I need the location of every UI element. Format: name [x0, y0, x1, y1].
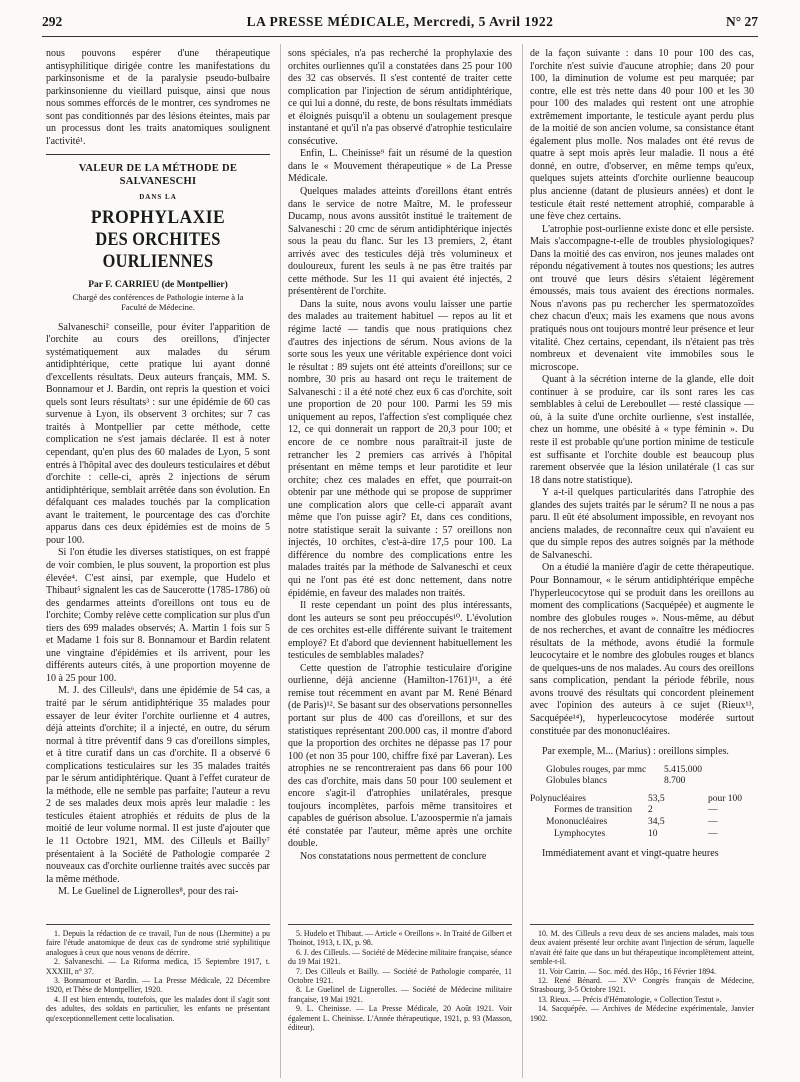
footnote: 1. Depuis la rédaction de ce travail, l'un de nous (Lhermitte) a pu faire l'étude anatomique de deux cas de syndrome strié syphilitique analogues à ceux que nous venons de décrire.: [46, 929, 270, 957]
formula-unit: —: [708, 817, 718, 827]
formula-row: [530, 817, 754, 829]
page-number: 292: [42, 14, 63, 29]
paragraph: Salvaneschi² conseille, pour éviter l'apparition de l'orchite au cours des oreillons, d'injecter systématiquement aux malades du sérum antidiphtérique, cette pratique lui ayant donné d'excellents résultats. Deux auteurs français, MM. S. Bonnamour et J. Bardin, ont repris la question et voici quels sont leurs résultats³ : sur une épidémie de 60 cas survenue à Lyon, ils observent 3 orchites; sur 7 cas traités à Montpellier par cette méthode, cette complication ne s'est jamais déclarée. Il est à noter cependant, qu'en plus des 60 malades de Lyon, 5 sont entrés à l'hôpital avec des douleurs testiculaires et début d'orchite : celle-ci, après 2 injections de sérum antidiphtérique, semblait arrêtée dans son évolution. En défalquant ces malades touchés par la complication avant le traitement, le pourcentage des cas d'orchite apparus dans ces deux épidémies est de moins de 5 pour 100.: [46, 321, 270, 546]
formula-row: [530, 794, 754, 806]
formula-label: Polynucléaires: [530, 793, 586, 804]
column-3: [530, 48, 754, 916]
footnote: 9. L. Cheinisse. — La Presse Médicale, 20 Août 1921. Voir également L. Cheinisse. L'Année thérapeutique, 1921, p. 93 (Masson, éditeur).: [288, 1004, 512, 1033]
paragraph: Quant à la sécrétion interne de la glande, elle doit continuer à se produire, car ils sont rares les cas semblables à celui de Lereboullet — resté classique — où, à la suite d'une orchite ourlienne, s'est installée, chez un homme, une obésité à « type féminin ». Du reste il est probable qu'une portion minime de testicule est suffisante et l'orchite double est beaucoup plus rarement observée que la lésion unilatérale (1 cas sur 18 dans notre statistique).: [530, 374, 754, 486]
column-separator: [280, 44, 281, 1078]
article-title: VALEUR DE LA MÉTHODE DE SALVANESCHI: [78, 163, 238, 187]
section-divider: [46, 154, 270, 155]
footnote: 14. Sacquépée. — Archives de Médecine expérimentale, Janvier 1902.: [530, 1004, 754, 1023]
footnote: 3. Bonnamour et Bardin. — La Presse Médicale, 22 Décembre 1920, et Thèse de Montpellier, 1920.: [46, 976, 270, 995]
footnote: 8. Le Guelinel de Lignerolles. — Société de Médecine militaire française, 19 Mai 1921.: [288, 985, 512, 1004]
footnote: 13. Rieux. — Précis d'Hématologie, « Collection Testut ».: [538, 994, 722, 1004]
footnotes-column-2: [288, 924, 512, 1081]
column-2: [288, 48, 512, 916]
page-header: [42, 12, 758, 37]
footnote: 6. J. des Cilleuls. — Société de Médecine militaire française, séance du 19 Mai 1921.: [288, 947, 512, 967]
formula-label: Formes de transition: [554, 805, 633, 816]
footnote: 10. M. des Cilleuls a revu deux de ses anciens malades, mais tous deux avaient présenté leur orchite avant l'injection de sérum, laquelle n'avait été faite que dans un but thérapeutique incomplètement atteint, semble-t-il.: [530, 929, 754, 967]
formula-value: 34,5: [648, 817, 665, 827]
paragraph: Y a-t-il quelques particularités dans l'atrophie des glandes des sujets traités par le sérum? Il ne nous a pas paru. Il eût été absolument impossible, en revoyant nos anciens malades, de reconnaître ceux qui n'avaient eu que du simple repos des autres soignés par la méthode de Salvaneschi.: [530, 487, 754, 561]
blood-count-value: 8.700: [664, 776, 686, 787]
formula-unit: —: [708, 805, 718, 816]
paragraph: M. Le Guelinel de Lignerolles⁸, pour des rai-: [58, 886, 239, 898]
paragraph: Cette question de l'atrophie testiculaire d'origine ourlienne, déjà ancienne (Hamilton-1761)¹¹, a été remise tout récemment en avant par M. René Bénard (de Paris)¹². Se basant sur des observations personnelles portant sur plus de 400 cas d'oreillons, et sur des statistiques représentant 200.000 cas, il montre d'abord que la proportion des orchites ne dépasse pas 17 pour 100 (et non 35 pour 100, chiffre fixé par Laveran). Les atrophies ne se rencontreraient pas dans 66 pour 100 des cas d'orchite, mais dans 50 pour 100 seulement et encore s'agit-il d'atrophies unilatérales, presque toujours incomplètes, parfois même transitoires et capables de guérison absolue. L'azoospermie n'a jamais été constatée par l'auteur, même après une orchite double.: [288, 662, 512, 850]
paragraph: Enfin, L. Cheinisse⁹ fait un résumé de la question dans le « Mouvement thérapeutique » de La Presse Médicale.: [288, 148, 512, 185]
article-author: Par F. CARRIEU (de Montpellier): [88, 280, 228, 291]
paragraph: Nos constatations nous permettent de conclure: [300, 851, 487, 862]
footnote: 5. Hudelo et Thibaut. — Article « Oreillons ». In Traité de Gilbert et Thoinot, 1913, t. IX, p. 98.: [288, 929, 512, 948]
paragraph: Immédiatement avant et vingt-quatre heures: [542, 848, 719, 860]
formula-unit: pour 100: [708, 793, 743, 804]
paragraph: Quelques malades atteints d'oreillons étant entrés dans le service de notre Maître, M. le professeur Ducamp, nous avons aussitôt institué le traitement de Salvaneschi : 20 cmc de sérum antidiphtérique injectés sous la peau du flanc. Sur les 13 premiers, 2, étant arrivés avec des testicules déjà très volumineux et douloureux, furent les seuls à ne pas être traités par cette méthode. Sur les 11 qui avaient été injectés, 2 présentèrent de l'orchite.: [288, 186, 512, 298]
formula-value: 53,5: [648, 793, 665, 804]
formula-value: 10: [648, 828, 658, 839]
footnotes-column-3: [530, 924, 754, 1081]
paragraph: Il reste cependant un point des plus intéressants, dont les auteurs se sont peu préoccupés¹⁰. L'évolution de ces orchites est-elle différente suivant le traitement employé? Et d'abord que deviennent habituellement les testicules de semblables malades?: [288, 600, 512, 662]
author-affiliation: Chargé des conférences de Pathologie interne à la Faculté de Médecine.: [72, 291, 244, 312]
formula-label: Mononucléaires: [546, 817, 608, 827]
footnotes-column-1: [46, 924, 270, 1081]
paragraph: Si l'on étudie les diverses statistiques, on est frappé de voir combien, le plus souvent, la proportion est plus élevée⁴. C'est ainsi, par exemple, que Hudelo et Thibaut⁵ signalent les cas de Saucerotte (1785-1786) où des gendarmes atteints d'oreillons ont tous eu de l'orchite; Comby relève cette complication sur plus d'un tiers des 699 malades observés; A. Martin 1 fois sur 5 et Madame 1 fois sur 8. Bonnamour et Bardin relatent une vingtaine d'épidémies et ils arrivent, pour les différents auteurs cités, à une proportion moyenne de 10 à 25 pour 100.: [46, 547, 270, 684]
blood-count-table: [530, 765, 754, 841]
formula-unit: —: [708, 828, 718, 839]
column-separator: [522, 44, 523, 1078]
blood-count-row: [530, 776, 754, 788]
case-example: Par exemple, M... (Marius) : oreillons simples.: [542, 746, 729, 758]
footnote: 2. Salvaneschi. — La Riforma medica, 15 Septembre 1917, t. XXXIII, n° 37.: [46, 957, 270, 976]
article-title-connector: DANS LA: [139, 193, 177, 202]
issue-number: N° 27: [725, 14, 758, 29]
formula-row: [530, 829, 754, 841]
paragraph: nous pouvons espérer d'une thérapeutique antisyphilitique dirigée contre les manifestations du parkinsonisme et de la paralysie pseudo-bulbaire parkinsonienne du vieillard puisque, ainsi que nous nous sommes efforcés de le montrer, ces syndromes ne sont pas conditionnés par des lésions éteintes, mais par un processus dont les traits anatomiques soulignent l'activité¹.: [46, 48, 270, 147]
footnote: 11. Voir Catrin. — Soc. méd. des Hôp., 16 Février 1894.: [538, 966, 717, 976]
footnote: 4. Il est bien entendu, toutefois, que les malades dont il s'agit sont des adultes, des soldats en particulier, les enfants ne présentant qu'exceptionnellement cette localisation.: [46, 994, 270, 1023]
article-headline: DES ORCHITES OURLIENNES: [95, 229, 221, 273]
journal-title: LA PRESSE MÉDICALE, Mercredi, 5 Avril 1922: [246, 14, 554, 29]
paragraph: L'atrophie post-ourlienne existe donc et elle persiste. Mais s'accompagne-t-elle de troubles physiologiques? Dans la moitié des cas environ, nos jeunes malades ont répondu négativement à toutes nos questions; les autres ont trouvé que leurs désirs s'étaient légèrement émoussés, mais tous avaient des érections normales. Nous n'avons pas pu rechercher les spermatozoïdes chez chacun d'eux; mais les examens que nous avons pratiqués nous ont toujours montré leur présence et leur vitalité. Chez certains, cependant, ils n'étaient pas très nombreux et devenaient vite immobiles sous le microscope.: [530, 223, 754, 373]
paragraph: sons spéciales, n'a pas recherché la prophylaxie des orchites ourliennes qu'il a constatées dans 25 pour 100 des 32 cas observés. Il s'est contenté de traiter cette complication par l'injection de sérum antidiphtérique, ce qui lui a donné, du reste, de bons résultats immédiats et éloignés puisqu'il a obtenu un soulagement presque instantané et qu'il n'a pas observé d'atrophie testiculaire consécutive.: [288, 48, 512, 147]
column-1: [46, 48, 270, 916]
formula-row: [530, 805, 754, 817]
article-headline: PROPHYLAXIE: [90, 207, 226, 229]
paragraph: Dans la suite, nous avons voulu laisser une partie des malades au traitement habituel — repos au lit et régime lacté — tandis que nous pratiquions chez d'autres des injections de sérum. Nous avions de la sorte sous les yeux une véritable expérience dont voici le résultat : 89 sujets ont été atteints d'oreillons; sur ce nombre, 30 pris au hasard ont reçu le traitement de Salvaneschi : il a été noté chez eux 6 cas d'orchite, soit une proportion de 20 pour 100. Parmi les 59 mis uniquement au repos, l'affection s'est compliquée chez 12, ce qui donnerait un rapport de 20,3 pour 100; et encore de ce nombre nous paraîtrait-il juste de retrancher les 2 premiers cas arrivés à l'hôpital présentant en même temps et leur parotidite et leur orchite; chez ces malades en effet, que pourrait-on obtenir par une méthode qui se propose de supprimer une complication alors que celle-ci apparaît avant même que l'on puisse agir? Et, dans ces conditions, notre statistique serait la suivante : 57 oreillons non injectés, 10 orchites, c'est-à-dire 17,5 pour 100. La différence du nombre des complications entre les malades traités par la méthode de Salvaneschi et ceux qui ne l'ont pas été est donc nettement, dans notre épidémie, en faveur des malades non traités.: [288, 298, 512, 599]
formula-value: 2: [648, 805, 653, 816]
paragraph: On a étudié la manière d'agir de cette thérapeutique. Pour Bonnamour, « le sérum antidiphtérique empêche l'hyperleucocytose qui se produit dans les oreillons au moment des complications (Sacquépée) et augmente le nombre des globules rouges ». Nous-même, au début de nos recherches, et avant de connaître les médiocres résultats de la méthode, avons étudié la formule leucocytaire et le nombre des globules rouges et blancs de quelques-uns de nos malades. Au cours des oreillons sans complication, pendant la période fébrile, nous avons trouvé des résultats qui concordent pleinement avec l'opinion des auteurs à ce sujet (Rieux¹³, Sacquépée¹⁴), hyperleucocytose modérée surtout constituée par des mononucléaires.: [530, 562, 754, 737]
blood-count-label: Globules blancs: [546, 776, 607, 787]
blood-count-row: [530, 765, 754, 777]
paragraph: de la façon suivante : dans 10 pour 100 des cas, l'orchite n'est suivie d'aucune atrophie; dans 20 pour 100, la diminution de volume est peu marquée; par contre, elle est très nette dans 40 pour 100 et les 30 pour 100 des malades qui restent ont une atrophie extrêmement importante, le testicule ayant perdu plus de la moitié de son ancien volume, sa consistance étant également plus molle. Nos malades ont été revus de quatre à sept mois après leur maladie. Il nous a été donné, en outre, d'observer, en même temps qu'eux, quelques sujets atteints d'orchite ourlienne beaucoup plus ancienne (datant de plusieurs années) et dont le testicule était resté nettement atrophié, comparable à une fève chez certains.: [530, 48, 754, 223]
blood-count-value: 5.415.000: [664, 764, 702, 775]
blood-count-label: Globules rouges, par mmc: [546, 764, 647, 775]
footnote: 12. René Bénard. — XVᵉ Congrès français de Médecine, Strasbourg, 3-5 Octobre 1921.: [530, 976, 754, 995]
formula-label: Lymphocytes: [554, 828, 606, 839]
footnote: 7. Des Cilleuls et Bailly. — Société de Pathologie comparée, 11 Octobre 1921.: [288, 966, 512, 986]
paragraph: M. J. des Cilleuls⁶, dans une épidémie de 54 cas, a traité par le sérum antidiphtérique 35 malades pour essayer de leur éviter l'orchite ourlienne et 4 autres, déjà atteints d'orchite; il a injecté, en outre, du sérum normal à titre préventif dans 9 cas d'oreillons simples, et à titre curatif dans un cas d'orchite. Il a observé 6 complications testiculaires sur les 35 malades traités par le sérum antidiphtérique. Quant à l'effet curateur de la méthode, elle ne semble pas parfaite; l'auteur a revu 2 de ses malades deux mois après leur maladie : les testicules étaient atrophiés et réduits de plus de la moitié de leur volume normal. Il est juste d'ajouter que le 11 Octobre 1921, MM. des Cilleuls et Bailly⁷ présentaient à la Société de Pathologie comparée 2 nouveaux cas d'orchite ourlienne traités avec succès par la même méthode.: [46, 685, 270, 885]
